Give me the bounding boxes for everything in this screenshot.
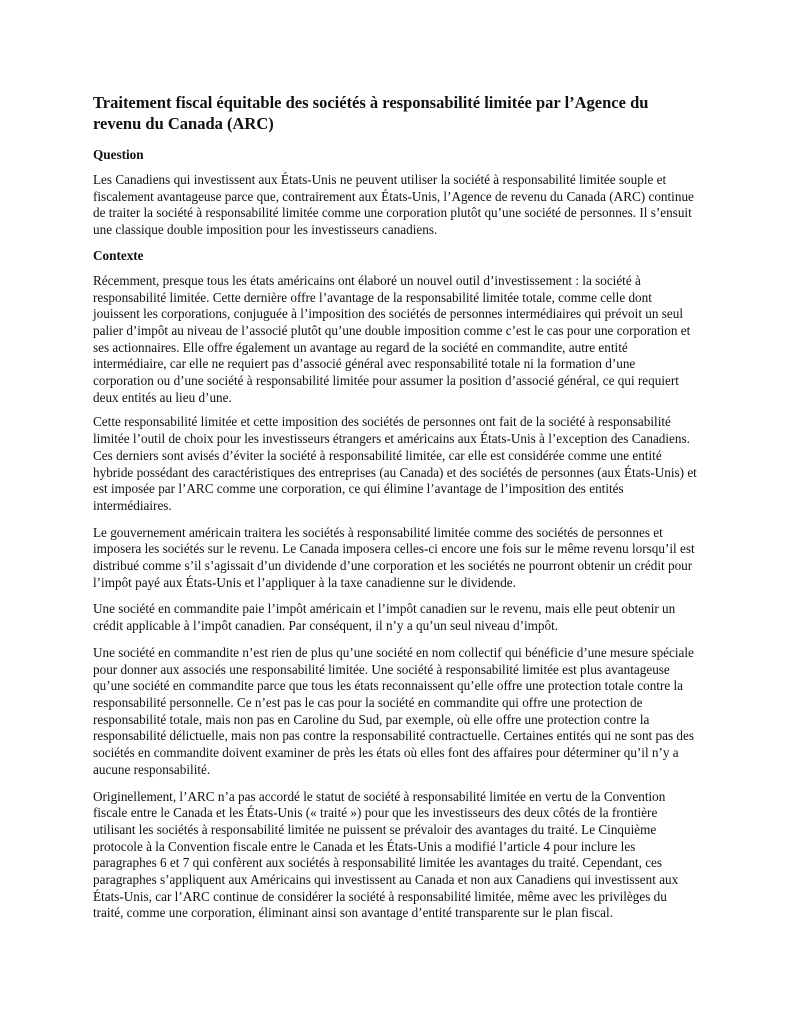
paragraph: Récemment, presque tous les états américains ont élaboré un nouvel outil d’investissement : la société à responsabilité limitée. Cette dernière offre l’avantage de la responsabilité limitée totale, comme celle dont jouissent les corporations, conjuguée à l’imposition des sociétés de personnes intermédiaires qui prévoit un seul palier d’impôt au niveau de l’associé plutôt qu’une double imposition comme c’est le cas pour une corporation et ses actionnaires. Elle offre également un avantage au regard de la société en commandite, autre entité intermédiaire, car elle ne requiert pas d’associé général avec responsabilité totale ni la formation d’une corporation ou d’une société à responsabilité limitée pour assumer la position d’associé général, ce qui requiert deux entités au lieu d’une.	[93, 272, 691, 405]
paragraph: Une société en commandite n’est rien de plus qu’une société en nom collectif qui bénéficie d’une mesure spéciale pour donner aux associés une responsabilité limitée. Une société à responsabilité limitée est plus avantageuse qu’une société en commandite parce que tous les états reconnaissent qu’elle offre une protection totale contre la responsabilité personnelle. Ce n’est pas le cas pour la société en commandite qui offre une protection de responsabilité totale, mais non pas en Caroline du Sud, par exemple, où elle offre une protection contre la responsabilité délictuelle, mais non pas contre la responsabilité contractuelle. Certaines entités qui ne sont pas des sociétés en commandite doivent examiner de près les états où elles font des affaires pour déterminer qu’il n’y a aucune responsabilité.	[93, 644, 694, 777]
paragraph: Les Canadiens qui investissent aux États-Unis ne peuvent utiliser la société à responsabilité limitée souple et fiscalement avantageuse parce que, contrairement aux États-Unis, l’Agence de revenu du Canada (ARC) continue de traiter la société à responsabilité limitée comme une corporation plutôt qu’une société de personnes. Il s’ensuit une classique double imposition pour les investisseurs canadiens.	[93, 172, 694, 238]
paragraph: Originellement, l’ARC n’a pas accordé le statut de société à responsabilité limitée en vertu de la Convention fiscale entre le Canada et les États-Unis (« traité ») pour que les investisseurs des deux côtés de la frontière utilisant les sociétés à responsabilité limitée ne puissent se prévaloir des avantages du traité. Le Cinquième protocole à la Convention fiscale entre le Canada et les États-Unis a modifié l’article 4 pour inclure les paragraphes 6 et 7 qui confèrent aux sociétés à responsabilité limitée les avantages du traité. Cependant, ces paragraphes s’appliquent aux Américains qui investissent au Canada et non aux Canadiens qui investissent aux États-Unis, car l’ARC continue de considérer la société à responsabilité limitée, même avec les privilèges du traité, comme une corporation, éliminant ainsi son avantage d’entité transparente sur le plan fiscal.	[93, 788, 679, 921]
document-page	[93, 92, 699, 932]
section-question	[93, 146, 699, 239]
section-contexte	[93, 247, 699, 922]
paragraph: Cette responsabilité limitée et cette imposition des sociétés de personnes ont fait de la société à responsabilité limitée l’outil de choix pour les investisseurs étrangers et américains aux États-Unis à l’exception des Canadiens. Ces derniers sont avisés d’éviter la société à responsabilité limitée, car elle est considérée comme une entité hybride possédant des caractéristiques des entreprises (au Canada) et des sociétés de personnes (aux États-Unis) et est imposée par l’ARC comme une corporation, ce qui élimine l’avantage de l’imposition des entités intermédiaires.	[93, 414, 697, 513]
document-title: Traitement fiscal équitable des sociétés à responsabilité limitée par l’Agence du revenu du Canada (ARC)	[93, 93, 649, 133]
paragraph: Le gouvernement américain traitera les sociétés à responsabilité limitée comme des sociétés de personnes et imposera les sociétés sur le revenu. Le Canada imposera celles-ci encore une fois sur le même revenu lorsqu’il est distribué comme s’il s’agissait d’un dividende d’une corporation et les sociétés ne pourront obtenir un crédit pour l’impôt payé aux États-Unis et l’appliquer à la taxe canadienne sur le dividende.	[93, 524, 695, 590]
section-heading-question: Question	[93, 147, 144, 162]
section-heading-contexte: Contexte	[93, 247, 144, 263]
paragraph: Une société en commandite paie l’impôt américain et l’impôt canadien sur le revenu, mais elle peut obtenir un crédit applicable à l’impôt canadien. Par conséquent, il n’y a qu’un seul niveau d’impôt.	[93, 601, 676, 634]
